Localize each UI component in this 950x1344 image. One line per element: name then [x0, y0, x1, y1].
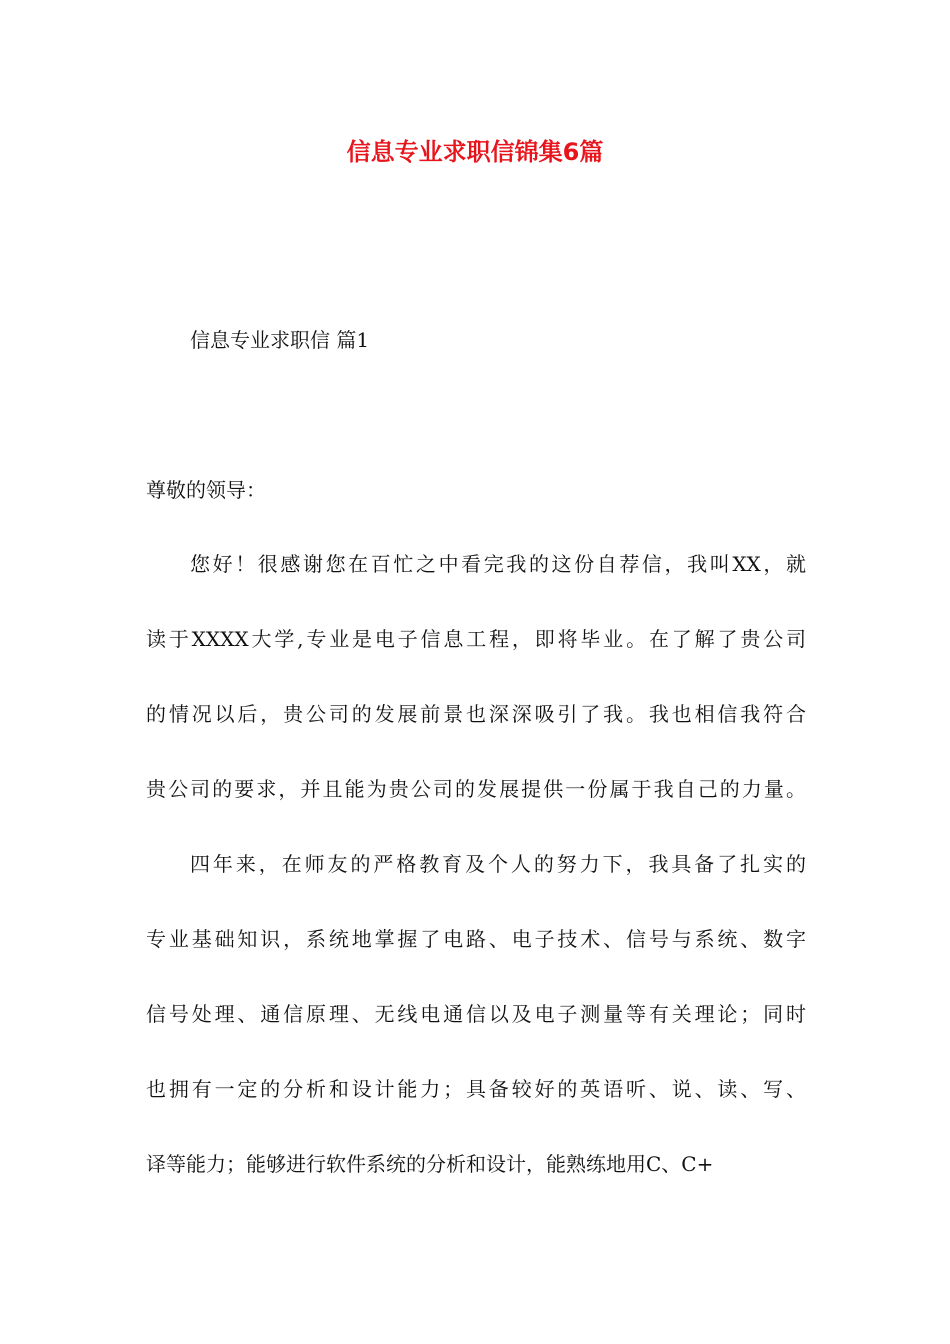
paragraph-line: 的情况以后，贵公司的发展前景也深深吸引了我。我也相信我符合 [146, 702, 806, 726]
paragraph-line: 读于XXXX大学,专业是电子信息工程，即将毕业。在了解了贵公司 [146, 627, 806, 651]
document-title: 信息专业求职信锦集6篇 [346, 138, 604, 166]
section-heading: 信息专业求职信 篇1 [190, 328, 370, 352]
paragraph-line: 信号处理、通信原理、无线电通信以及电子测量等有关理论；同时 [146, 1002, 806, 1026]
paragraph-line: 也拥有一定的分析和设计能力；具备较好的英语听、说、读、写、 [146, 1077, 806, 1101]
paragraph-line: 您好！很感谢您在百忙之中看完我的这份自荐信，我叫XX，就 [190, 552, 806, 576]
paragraph-line: 专业基础知识，系统地掌握了电路、电子技术、信号与系统、数字 [146, 927, 806, 951]
paragraph-line: 贵公司的要求，并且能为贵公司的发展提供一份属于我自己的力量。 [146, 777, 806, 801]
salutation: 尊敬的领导： [146, 478, 266, 502]
paragraph-line: 译等能力；能够进行软件系统的分析和设计，能熟练地用C、C+ [146, 1152, 714, 1176]
paragraph-line: 四年来，在师友的严格教育及个人的努力下，我具备了扎实的 [190, 852, 806, 876]
